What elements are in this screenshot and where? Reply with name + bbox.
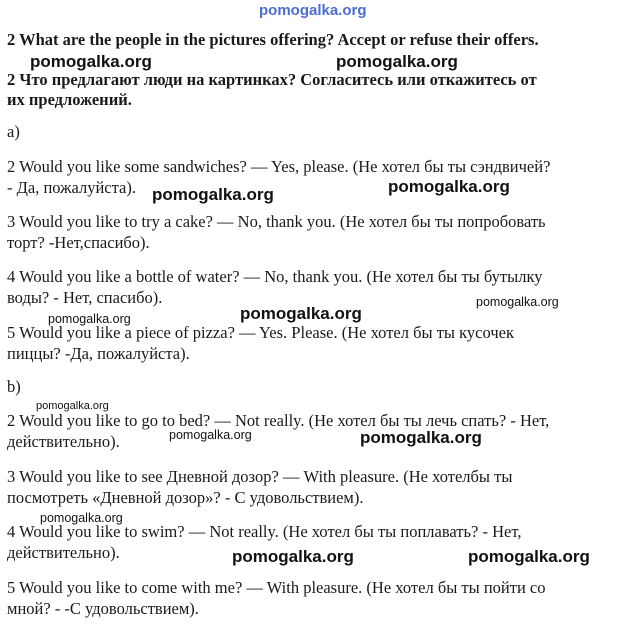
watermark: pomogalka.org [240, 304, 362, 323]
item-a4-line-1: 4 Would you like a bottle of water? — No, thank you. (Не хотел бы ты бутылку [7, 267, 543, 286]
watermark: pomogalka.org [232, 547, 354, 566]
item-a3-line-1: 3 Would you like to try a cake? — No, thank you. (Не хотел бы ты попробовать [7, 212, 546, 231]
item-b5-line-2: мной? - -С удовольствием). [7, 599, 199, 618]
watermark: pomogalka.org [360, 428, 482, 447]
heading-ru-line-1: 2 Что предлагают люди на картинках? Согласитесь или откажитесь от [7, 70, 537, 89]
item-a5-line-1: 5 Would you like a piece of pizza? — Yes. Please. (Не хотел бы ты кусочек [7, 323, 514, 342]
watermark: pomogalka.org [169, 428, 252, 442]
watermark: pomogalka.org [30, 52, 152, 71]
item-b3-line-2: посмотреть «Дневной дозор»? - С удовольствием). [7, 488, 364, 507]
item-a2-line-1: 2 Would you like some sandwiches? — Yes, please. (Не хотел бы ты сэндвичей? [7, 157, 551, 176]
item-a2-line-2: - Да, пожалуйста). [7, 178, 136, 197]
watermark: pomogalka.org [336, 52, 458, 71]
item-b2-line-1: 2 Would you like to go to bed? — Not really. (Не хотел бы ты лечь спать? - Нет, [7, 411, 550, 430]
watermark: pomogalka.org [36, 400, 109, 412]
watermark: pomogalka.org [476, 295, 559, 309]
watermark: pomogalka.org [48, 312, 131, 326]
item-b3-line-1: 3 Would you like to see Дневной дозор? — With pleasure. (Не хотелбы ты [7, 467, 513, 486]
item-b5-line-1: 5 Would you like to come with me? — With pleasure. (Не хотел бы ты пойти со [7, 578, 546, 597]
item-a5-line-2: пиццы? -Да, пожалуйста). [7, 344, 190, 363]
section-a-label: a) [7, 122, 20, 141]
watermark: pomogalka.org [152, 185, 274, 204]
item-b2-line-2: действительно). [7, 432, 120, 451]
item-b4-line-1: 4 Would you like to swim? — Not really. (Не хотел бы ты поплавать? - Нет, [7, 522, 522, 541]
item-b4-line-2: действительно). [7, 543, 120, 562]
watermark: pomogalka.org [40, 511, 123, 525]
heading-ru-line-2: их предложений. [7, 90, 132, 109]
watermark-top: pomogalka.org [259, 2, 367, 19]
item-a3-line-2: торт? -Нет,спасибо). [7, 233, 150, 252]
watermark: pomogalka.org [388, 177, 510, 196]
watermark: pomogalka.org [468, 547, 590, 566]
heading-en: 2 What are the people in the pictures offering? Accept or refuse their offers. [7, 30, 539, 49]
item-a4-line-2: воды? - Нет, спасибо). [7, 288, 163, 307]
section-b-label: b) [7, 377, 21, 396]
